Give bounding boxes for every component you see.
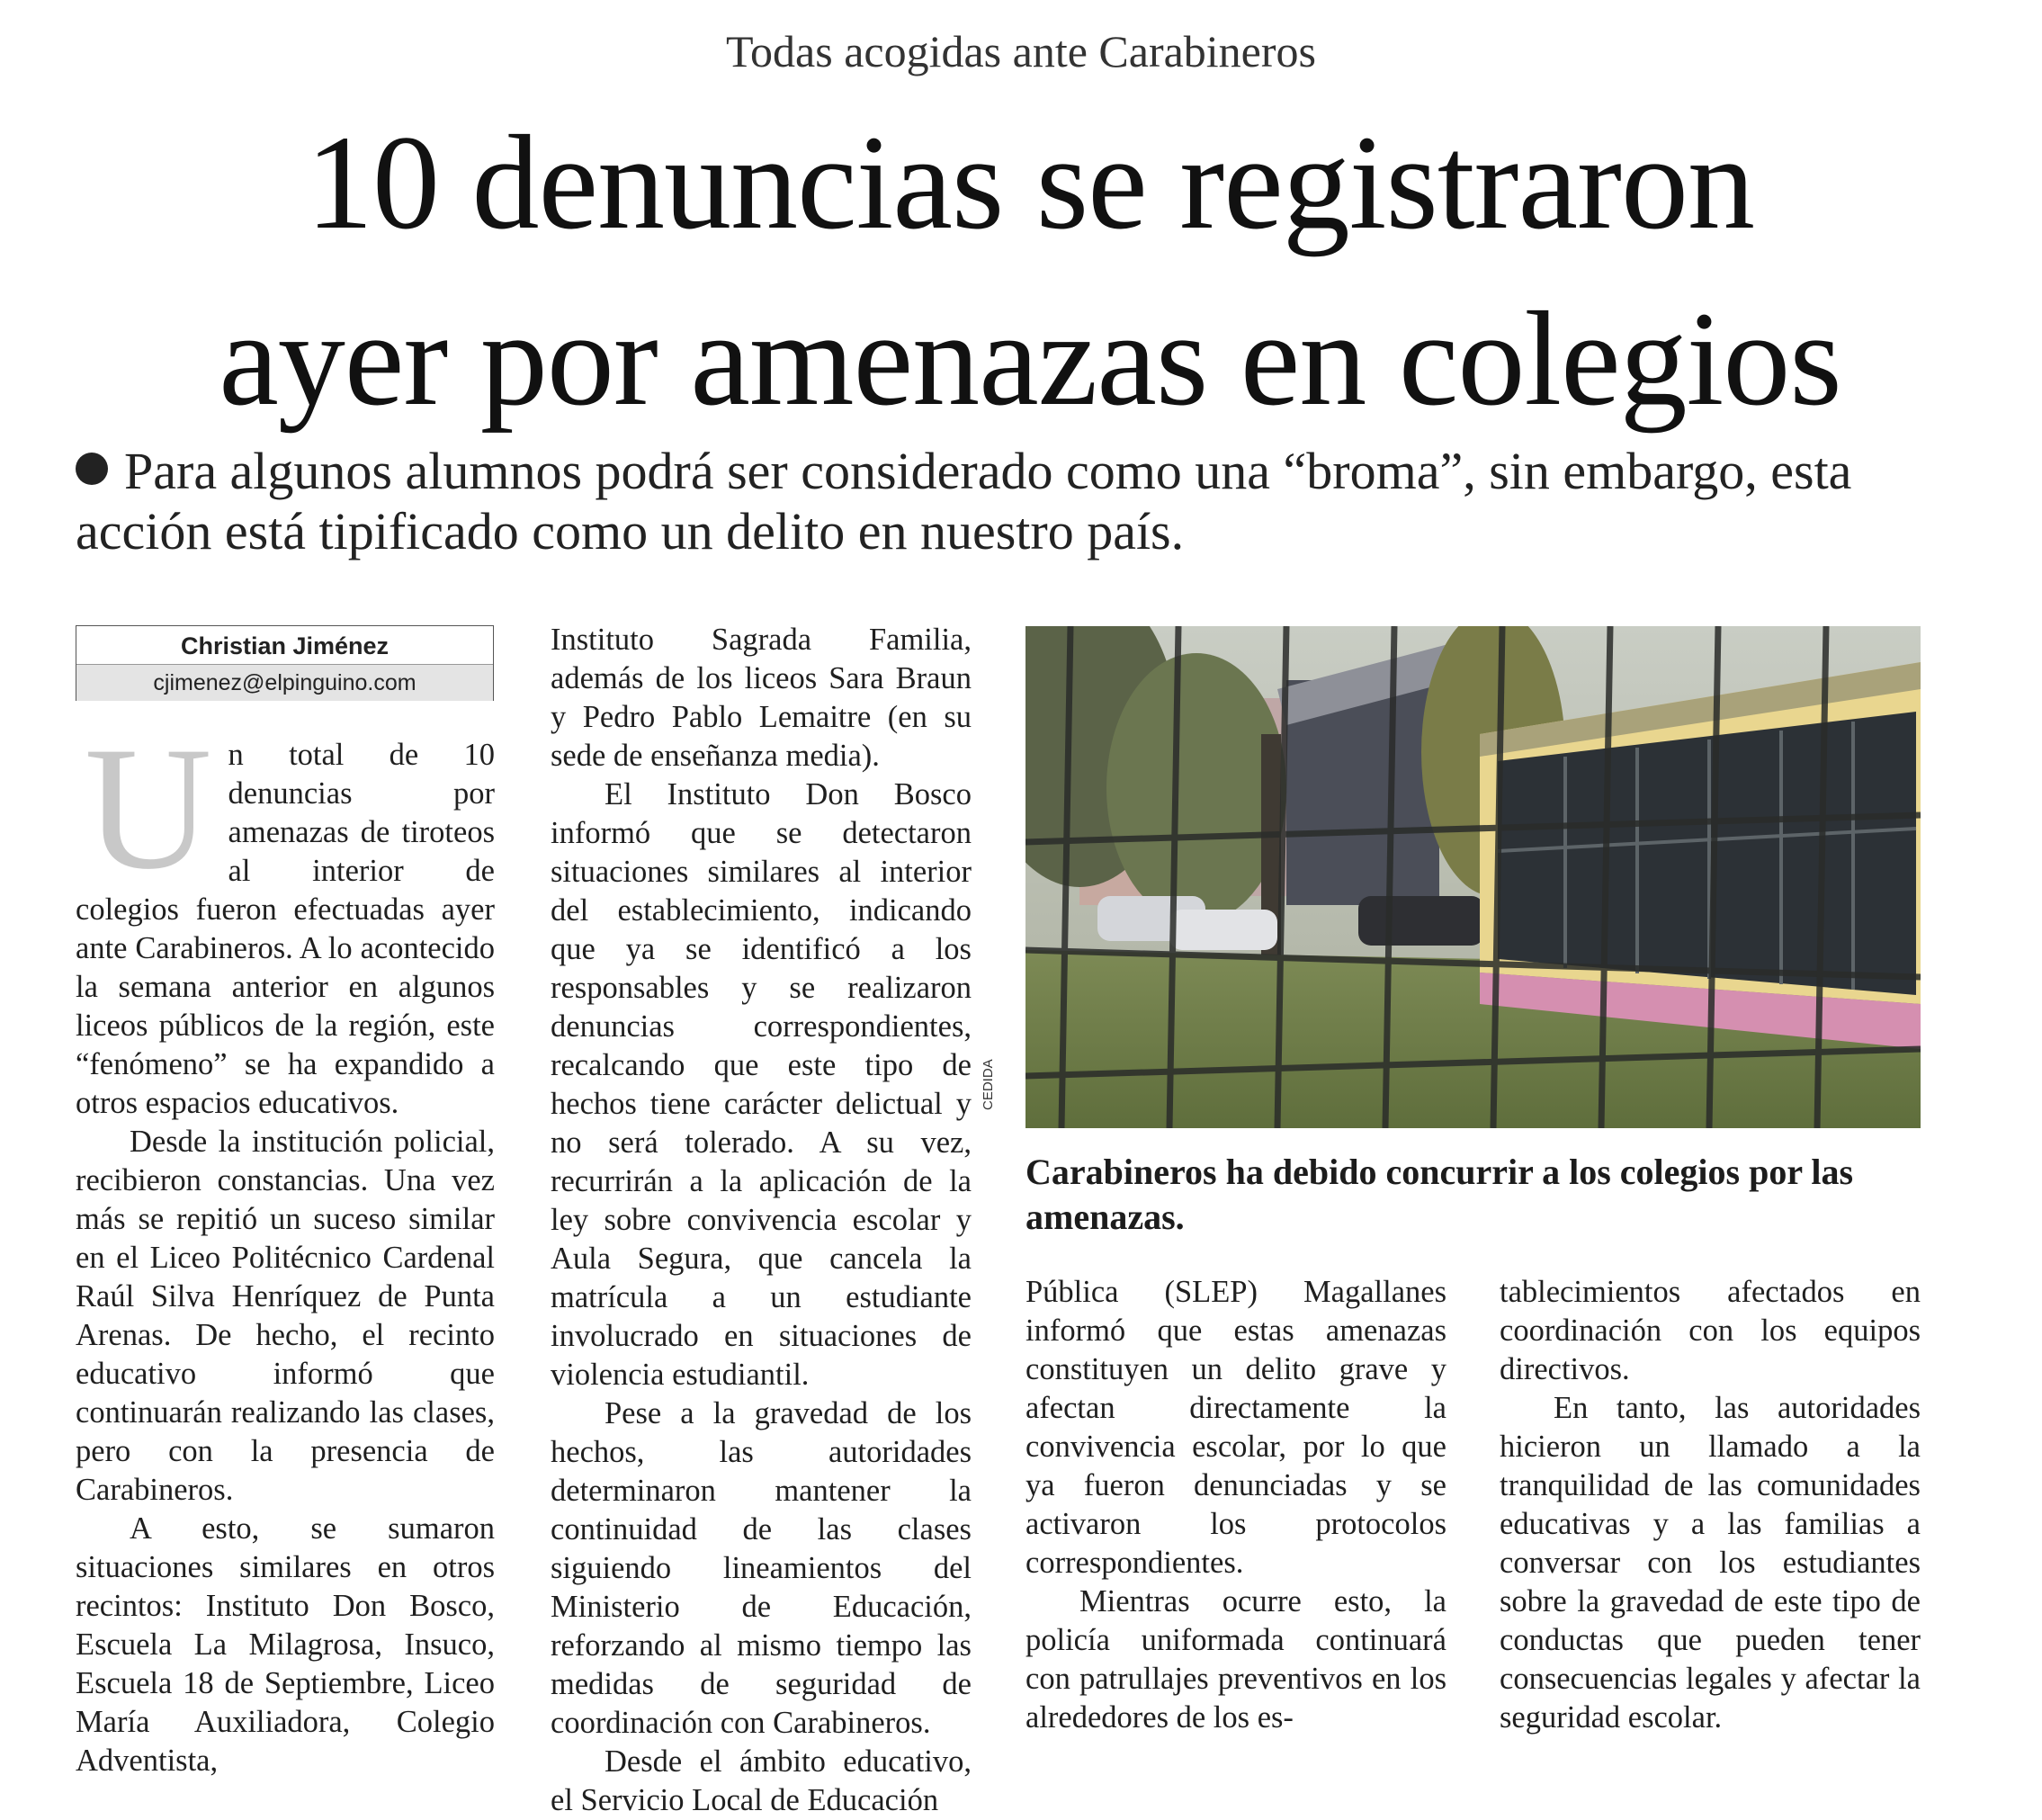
paragraph: A esto, se sumaron situaciones similares en otros recintos: Instituto Don Bosco, Escuela La Milagrosa, Insuco, Escuela 18 de Septiembre, Liceo María Auxiliadora, Colegio Adventista, — [76, 1511, 495, 1778]
headline — [54, 94, 2006, 447]
paragraph: n total de 10 denuncias por amenazas de tiroteos al interior de colegios fueron efectuadas ayer ante Carabineros. A lo acontecido la semana anterior en algunos liceos públicos de la región, este “fenómeno” se ha expandido a otros espacios educativos. — [76, 738, 495, 1120]
paragraph: Mientras ocurre esto, la policía uniformada continuará con patrullajes preventivos en los alrededores de los es- — [1025, 1584, 1446, 1735]
headline-line-1: 10 denuncias se registraron — [306, 108, 1754, 257]
byline-author: Christian Jiménez — [76, 626, 493, 665]
paragraph: El Instituto Don Bosco informó que se detectaron situaciones similares al interior del establecimiento, indicando que ya se identificó a los responsables y se realizaron denuncias correspondientes, recalcando que este tipo de hechos tiene carácter delictual y no será tolerado. A su vez, recurrirán a la aplicación de la ley sobre convivencia escolar y Aula Segura, que cancela la matrícula a un estudiante involucrado en situaciones de violencia estudiantil. — [551, 777, 972, 1392]
paragraph: tablecimientos afectados en coordinación con los equipos directivos. — [1500, 1275, 1921, 1386]
byline-box — [76, 625, 494, 701]
article-column-3 — [1025, 1273, 1446, 1737]
kicker: Todas acogidas ante Carabineros — [726, 26, 1316, 76]
article-column-2 — [551, 621, 972, 1820]
paragraph: En tanto, las autoridades hicieron un llamado a la tranquilidad de las comunidades educativas y a las familias a conversar con los estudiantes sobre la gravedad de este tipo de conductas que pueden tener consecuencias legales y afectar la seguridad escolar. — [1500, 1391, 1921, 1735]
article-column-4 — [1500, 1273, 1921, 1737]
byline-email[interactable]: cjimenez@elpinguino.com — [76, 665, 493, 701]
paragraph: Instituto Sagrada Familia, además de los liceos Sara Braun y Pedro Pablo Lemaitre (en su sede de enseñanza media). — [551, 623, 972, 773]
deck — [76, 441, 1983, 561]
deck-text: Para algunos alumnos podrá ser considerado como una “broma”, sin embargo, esta acción está tipificado como un delito en nuestro país. — [76, 442, 1852, 560]
paragraph: Desde el ámbito educativo, el Servicio Local de Educación — [551, 1744, 972, 1817]
article-column-1 — [76, 711, 495, 1780]
headline-line-2: ayer por amenazas en colegios — [219, 284, 1841, 434]
article-photo — [1025, 626, 1921, 1128]
photo-caption: Carabineros ha debido concurrir a los colegios por las amenazas. — [1025, 1152, 1854, 1237]
paragraph: Pública (SLEP) Magallanes informó que estas amenazas constituyen un delito grave y afectan directamente la convivencia escolar, por lo que ya fueron denunciadas y se activaron los protocolos correspondientes. — [1025, 1275, 1446, 1580]
dropcap: U — [85, 711, 212, 906]
paragraph: Pese a la gravedad de los hechos, las autoridades determinaron mantener la continuidad de las clases siguiendo lineamientos del Ministerio de Educación, reforzando al mismo tiempo las medidas de seguridad de coordinación con Carabineros. — [551, 1396, 972, 1740]
paragraph: Desde la institución policial, recibieron constancias. Una vez más se repitió un suceso similar en el Liceo Politécnico Cardenal Raúl Silva Henríquez de Punta Arenas. De hecho, el recinto educativo informó que continuarán realizando las clases, pero con la presencia de Carabineros. — [76, 1125, 495, 1507]
photo-credit: CEDIDA — [981, 1059, 996, 1110]
bullet-icon — [76, 453, 108, 485]
